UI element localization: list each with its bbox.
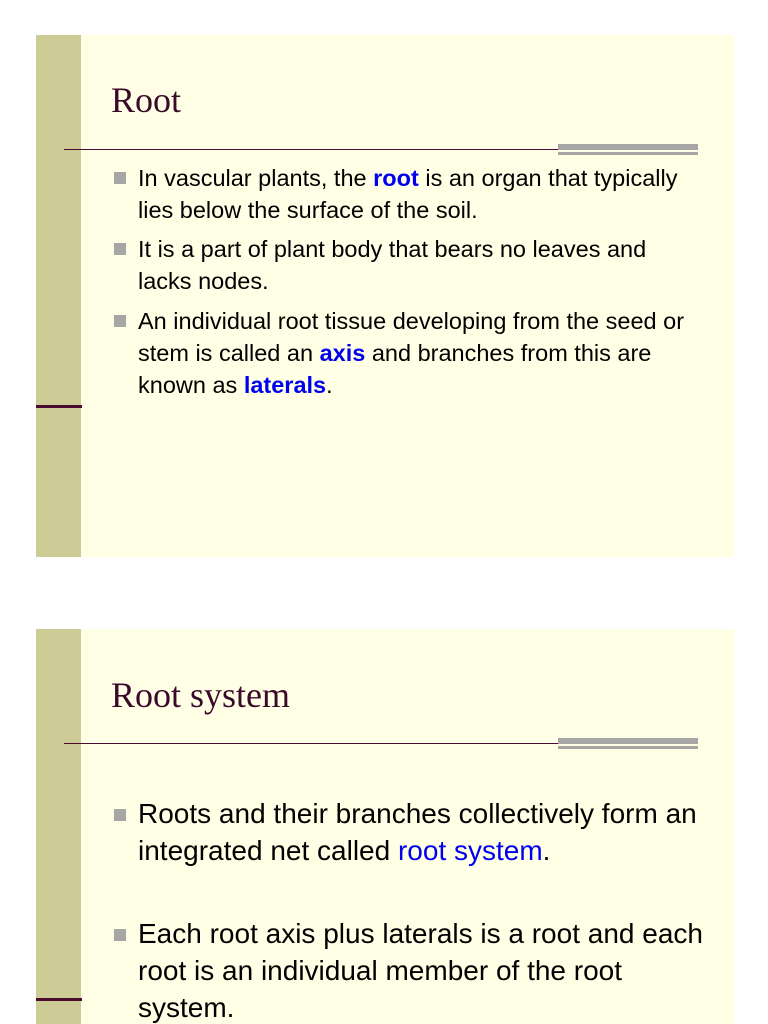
text-run: Each root axis plus laterals is a root and each root is an individual member of the root system. — [138, 918, 703, 1023]
sidebar-marker — [36, 405, 82, 408]
bullet-item — [114, 162, 694, 226]
bullet-text — [138, 795, 714, 869]
square-bullet-icon — [114, 243, 126, 255]
square-bullet-icon — [114, 809, 126, 821]
slide-root — [36, 35, 734, 557]
text-run: and branches from this are known as — [138, 340, 652, 398]
text-run: It is a part of plant body that bears no leaves and lacks nodes. — [138, 236, 647, 294]
slide-sidebar — [36, 35, 81, 557]
sidebar-marker — [36, 998, 82, 1001]
square-bullet-icon — [114, 172, 126, 184]
keyword-root-system: root system — [397, 835, 543, 866]
title-rule-accent — [558, 738, 698, 751]
text-run: . — [542, 835, 551, 866]
text-run: Roots and their branches collectively form an integrated net called — [138, 798, 697, 866]
bullet-item — [114, 305, 694, 401]
text-run: In vascular plants, the — [138, 165, 374, 191]
bullet-text — [138, 233, 694, 297]
slide-title: Root — [111, 80, 182, 120]
bullet-text — [138, 162, 694, 226]
text-run: is an organ that typically lies below the surface of the soil. — [138, 165, 678, 223]
slide-sidebar — [36, 629, 81, 1024]
keyword-axis: axis — [319, 340, 366, 366]
title-rule-accent — [558, 144, 698, 157]
text-run: . — [326, 372, 333, 398]
keyword-laterals: laterals — [243, 372, 327, 398]
keyword-root: root — [373, 165, 419, 191]
bullet-text — [138, 915, 714, 1024]
bullet-item — [114, 233, 694, 297]
square-bullet-icon — [114, 929, 126, 941]
slide-root-system — [36, 629, 734, 1024]
square-bullet-icon — [114, 315, 126, 327]
slide-title: Root system — [111, 675, 291, 715]
bullet-item — [114, 915, 714, 1024]
bullet-text — [138, 305, 694, 401]
bullet-item — [114, 795, 714, 869]
text-run: An individual root tissue developing from the seed or stem is called an — [138, 308, 685, 366]
